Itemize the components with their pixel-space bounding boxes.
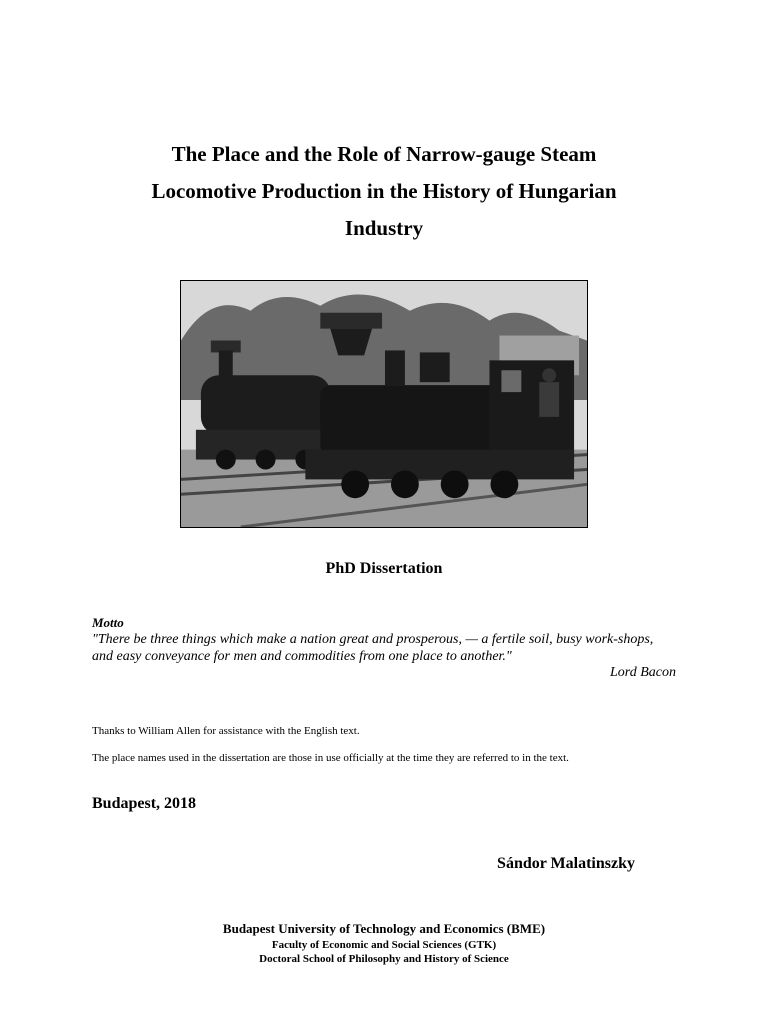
author-name: Sándor Malatinszky — [497, 855, 635, 872]
right-loco-dome — [420, 352, 450, 382]
right-loco-dome — [385, 350, 405, 385]
left-loco-wheel — [256, 450, 276, 470]
steam-locomotive-photo — [180, 280, 588, 528]
title-line-1: The Place and the Role of Narrow-gauge Steam — [171, 142, 597, 166]
university-name: Budapest University of Technology and Economics (BME) — [222, 921, 546, 936]
motto-author: Lord Bacon — [610, 665, 676, 680]
motto-quote: "There be three things which make a nation great and prosperous, — a fertile soil, busy work-shops, and easy conveyance for men and commodities from one place to another." — [92, 632, 654, 664]
locomotive-illustration — [181, 281, 587, 527]
faculty-name: Faculty of Economic and Social Sciences (GTK) — [271, 939, 497, 951]
place-names-note: The place names used in the dissertation are those in use officially at the time they are referred to in the text. — [92, 752, 569, 764]
right-loco-wheel — [341, 470, 369, 498]
left-loco-wheel — [216, 450, 236, 470]
right-loco-cab-window — [501, 370, 521, 392]
motto-label: Motto — [92, 615, 124, 630]
document-type: PhD Dissertation — [325, 560, 443, 577]
dissertation-title — [60, 136, 708, 247]
acknowledgement-note: Thanks to William Allen for assistance with the English text. — [92, 725, 360, 737]
right-loco-wheel — [490, 470, 518, 498]
left-loco-boiler — [201, 375, 330, 435]
driver-body — [539, 382, 559, 417]
institution-block — [0, 920, 768, 966]
doctoral-school-name: Doctoral School of Philosophy and History of Science — [259, 953, 509, 965]
right-loco-wheel — [441, 470, 469, 498]
right-loco-chimney-top — [320, 313, 382, 329]
title-line-2: Locomotive Production in the History of Hungarian — [151, 179, 617, 203]
driver-head — [542, 368, 556, 382]
right-loco-wheel — [391, 470, 419, 498]
title-line-3: Industry — [344, 216, 424, 240]
place-and-year: Budapest, 2018 — [92, 795, 197, 812]
